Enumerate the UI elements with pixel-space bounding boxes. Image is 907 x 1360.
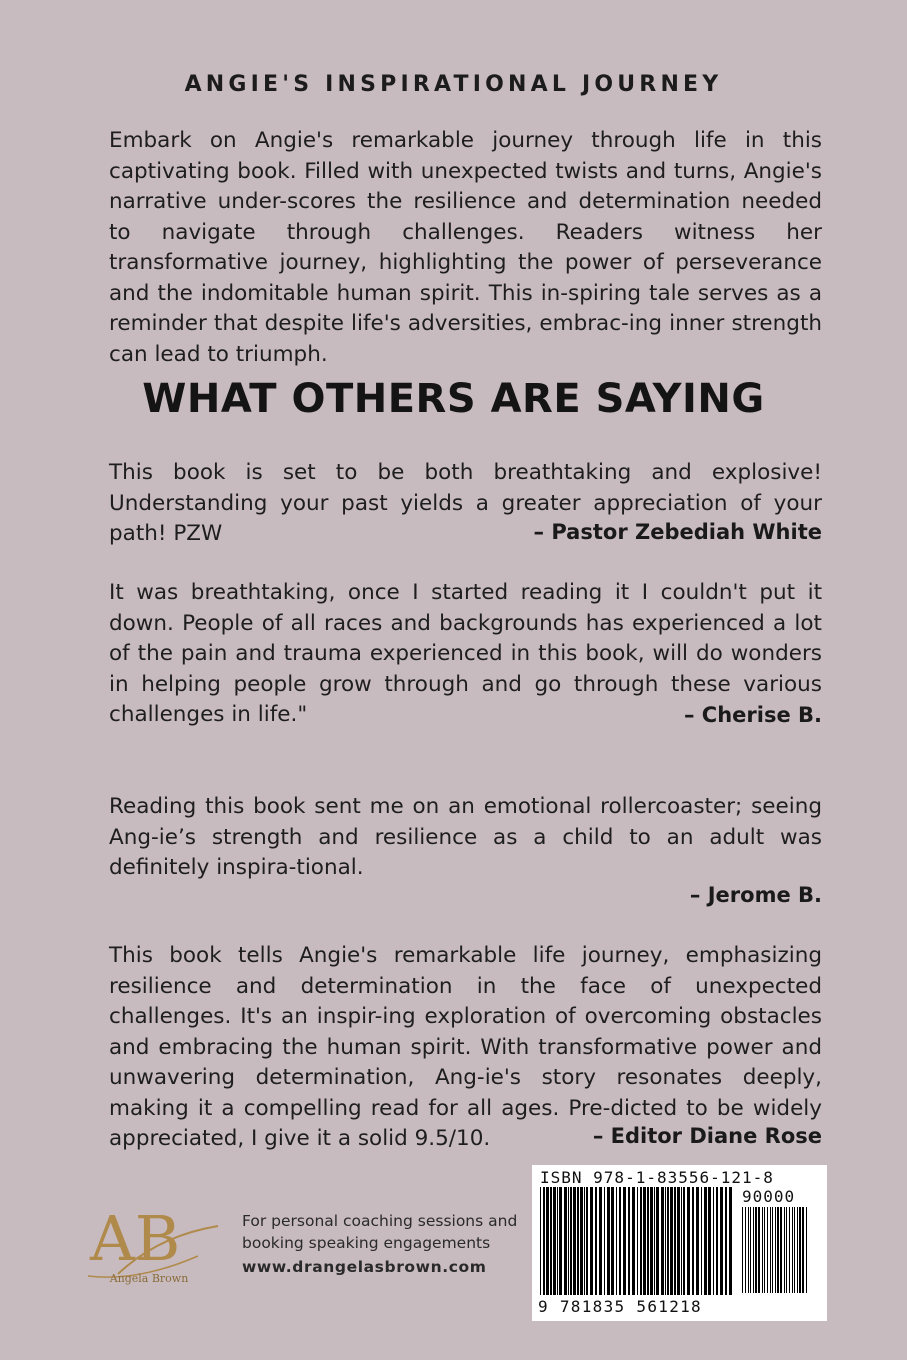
cover-kicker: ANGIE'S INSPIRATIONAL JOURNEY — [184, 72, 723, 97]
barcode-bar — [681, 1187, 682, 1295]
review-author-4: – Editor Diane Rose — [592, 1124, 822, 1148]
website-link[interactable]: www.drangelasbrown.com — [242, 1258, 487, 1276]
barcode-bar — [704, 1187, 707, 1295]
barcode-bar — [786, 1207, 787, 1293]
barcode-bar — [745, 1207, 746, 1293]
addon-barcode-bars — [742, 1207, 822, 1297]
logo-monogram: AB — [90, 1202, 181, 1275]
barcode-bar — [674, 1187, 676, 1295]
barcode-bar — [628, 1187, 630, 1295]
barcode-bar — [570, 1187, 572, 1295]
contact-block — [242, 1210, 552, 1278]
barcode-bar — [540, 1187, 541, 1295]
barcode-bar — [611, 1187, 614, 1295]
barcode-bar — [543, 1187, 545, 1295]
barcode-bar — [584, 1187, 585, 1295]
barcode-bar — [557, 1187, 558, 1295]
barcode-bar — [667, 1187, 669, 1295]
isbn-barcode — [532, 1165, 827, 1321]
barcode-bar — [559, 1187, 562, 1295]
barcode-bar — [670, 1187, 673, 1295]
barcode-bar — [546, 1187, 549, 1295]
barcode-bar — [753, 1207, 754, 1293]
barcode-bar — [619, 1187, 621, 1295]
review-author-3: – Jerome B. — [689, 883, 822, 907]
barcode-bar — [640, 1187, 642, 1295]
barcode-bar — [599, 1187, 602, 1295]
barcode-bar — [577, 1187, 579, 1295]
contact-line-1: For personal coaching sessions and — [242, 1212, 518, 1230]
review-author-2: – Cherise B. — [683, 703, 822, 727]
barcode-bar — [799, 1207, 801, 1293]
barcode-bar — [770, 1207, 771, 1293]
barcode-bar — [701, 1187, 702, 1295]
barcode-bar — [764, 1207, 765, 1293]
barcode-bar — [683, 1187, 685, 1295]
review-author-1: – Pastor Zebediah White — [533, 520, 822, 544]
barcode-bar — [767, 1207, 768, 1293]
barcode-bar — [656, 1187, 659, 1295]
barcode-bar — [780, 1207, 782, 1293]
barcode-bar — [772, 1207, 773, 1293]
barcode-bar — [650, 1187, 653, 1295]
barcode-bar — [748, 1207, 749, 1293]
barcode-bar — [696, 1187, 699, 1295]
barcode-bar — [806, 1207, 807, 1293]
barcode-bar — [720, 1187, 723, 1295]
barcode-bar — [665, 1187, 666, 1295]
review-text-2: It was breathtaking, once I started reading it I couldn't put it down. People of all races and backgrounds has experienced a lot of the pain and trauma experienced in this book, will do wonders in helping people grow through and go through these various challenges in life." — [109, 580, 822, 727]
barcode-bar — [758, 1207, 760, 1293]
barcode-bar — [802, 1207, 804, 1293]
barcode-bar — [568, 1187, 569, 1295]
barcode-bar — [643, 1187, 646, 1295]
barcode-bar — [661, 1187, 664, 1295]
barcode-bar — [607, 1187, 610, 1295]
barcode-bar — [713, 1187, 714, 1295]
barcode-bar — [654, 1187, 655, 1295]
barcode-bar — [716, 1187, 718, 1295]
barcode-bar — [580, 1187, 583, 1295]
barcode-addon-number: 90000 — [742, 1187, 796, 1206]
barcode-bar — [789, 1207, 790, 1293]
review-text-3: Reading this book sent me on an emotional rollercoaster; seeing Ang-ie’s strength and resilience as a child to an adult was definitely inspira-tional. — [109, 794, 822, 880]
barcode-bar — [632, 1187, 635, 1295]
barcode-bar — [792, 1207, 793, 1293]
barcode-bar — [595, 1187, 597, 1295]
review-text-4: This book tells Angie's remarkable life journey, emphasizing resilience and determination in the face of unexpected challenges. It's an inspir-ing exploration of overcoming obstacles and embracing the human spirit. With transformative power and unwavering determination, Ang-ie's story resonates deeply, making it a compelling read for all ages. Pre-dicted to be widely appreciated, I give it a solid 9.5/10. — [109, 943, 822, 1151]
barcode-bar — [550, 1187, 552, 1295]
reviews-heading: WHAT OTHERS ARE SAYING — [142, 376, 765, 422]
review-text-1: This book is set to be both breathtaking and explosive! Understanding your past yields a greater appreciation of your path! PZW — [109, 460, 822, 546]
barcode-bar — [708, 1187, 711, 1295]
book-description: Embark on Angie's remarkable journey through life in this captivating book. Filled with unexpected twists and turns, Angie's narrative under-scores the resilience and determination needed to navigate through challenges. Readers witness her transformative journey, highlighting the power of perseverance and the indomitable human spirit. This in-spiring tale serves as a reminder that despite life's adversities, embrac-ing inner strength can lead to triumph. — [109, 128, 822, 367]
logo-caption: Angela Brown — [109, 1272, 189, 1285]
barcode-bar — [692, 1187, 694, 1295]
barcode-bar — [564, 1187, 567, 1295]
barcode-bar — [725, 1187, 727, 1295]
barcode-bar — [797, 1207, 798, 1293]
barcode-bar — [729, 1187, 732, 1295]
barcode-bar — [687, 1187, 690, 1295]
barcode-bar — [775, 1207, 776, 1293]
barcode-bar — [750, 1207, 751, 1293]
ean-number: 9 781835 561218 — [538, 1297, 702, 1316]
barcode-bar — [755, 1207, 757, 1293]
barcode-bar — [616, 1187, 617, 1295]
barcode-bar — [637, 1187, 638, 1295]
barcode-bar — [573, 1187, 576, 1295]
barcode-bar — [742, 1207, 743, 1293]
barcode-bar — [553, 1187, 556, 1295]
ean-barcode-bars — [540, 1187, 736, 1299]
contact-line-2: booking speaking engagements — [242, 1234, 491, 1252]
barcode-bar — [677, 1187, 680, 1295]
barcode-bar — [777, 1207, 779, 1293]
barcode-bar — [647, 1187, 649, 1295]
barcode-bar — [784, 1207, 785, 1293]
barcode-bar — [794, 1207, 795, 1293]
barcode-bar — [586, 1187, 588, 1295]
barcode-bar — [623, 1187, 626, 1295]
barcode-bar — [604, 1187, 605, 1295]
barcode-bar — [762, 1207, 763, 1293]
isbn-number: ISBN 978-1-83556-121-8 — [540, 1168, 774, 1187]
barcode-bar — [590, 1187, 593, 1295]
